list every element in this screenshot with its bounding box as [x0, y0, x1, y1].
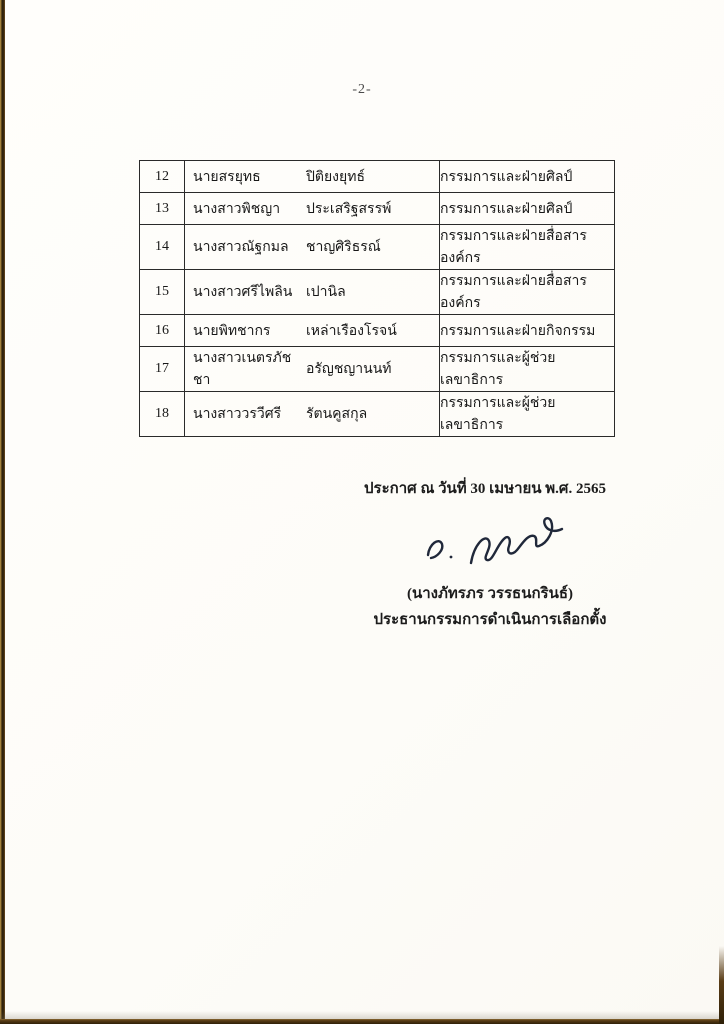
last-name: เปานิล — [306, 285, 346, 300]
table-row — [140, 347, 615, 392]
row-role: กรรมการและฝ่ายสื่อสารองค์กร — [440, 270, 615, 315]
row-number: 17 — [140, 347, 185, 392]
last-name: เหล่าเรืองโรจน์ — [306, 323, 397, 339]
row-name-cell — [185, 161, 440, 193]
table-row — [140, 392, 615, 437]
row-name-cell — [185, 225, 440, 270]
first-name: นายพิทชากร — [193, 323, 271, 339]
signer-name: (นางภัทรภร วรรธนกรินธ์) — [406, 586, 573, 602]
table-row — [140, 225, 615, 270]
row-number: 18 — [140, 392, 185, 437]
table-row — [140, 315, 615, 347]
first-name: นางสาวศรีไพลิน — [193, 285, 293, 300]
table-row — [140, 270, 615, 315]
table-row — [140, 161, 615, 193]
first-name: นางสาววรวีศรี — [193, 407, 282, 422]
row-name-cell — [185, 315, 440, 347]
last-name: อรัญชญานนท์ — [306, 362, 392, 377]
row-name-cell — [185, 270, 440, 315]
row-number: 13 — [140, 193, 185, 225]
last-name: ปิติยงยุทธ์ — [306, 169, 365, 185]
last-name: ประเสริฐสรรพ์ — [306, 201, 392, 217]
scan-edge-right — [719, 946, 724, 1024]
handwritten-signature — [416, 511, 576, 577]
announcement-date-line: ประกาศ ณ วันที่ 30 เมษายน พ.ศ. 2565 — [364, 481, 606, 497]
row-role: กรรมการและฝ่ายศิลป์ — [440, 161, 615, 193]
row-name-cell — [185, 392, 440, 437]
committee-roster-table — [139, 160, 615, 437]
row-role: กรรมการและฝ่ายสื่อสารองค์กร — [440, 225, 615, 270]
row-role: กรรมการและฝ่ายศิลป์ — [440, 193, 615, 225]
page-number: -2- — [352, 82, 372, 97]
last-name: รัตนคูสกุล — [306, 407, 368, 422]
row-role: กรรมการและผู้ช่วยเลขาธิการ — [440, 347, 615, 392]
last-name: ชาญศิริธรณ์ — [306, 240, 381, 255]
row-name-cell — [185, 193, 440, 225]
first-name: นางสาวณัฐกมล — [193, 240, 289, 255]
row-name-cell — [185, 347, 440, 392]
row-number: 14 — [140, 225, 185, 270]
first-name: นางสาวเนตรภัชชา — [193, 351, 292, 388]
first-name: นางสาวพิชญา — [193, 201, 281, 217]
row-number: 12 — [140, 161, 185, 193]
table-row — [140, 193, 615, 225]
first-name: นายสรยุทธ — [193, 169, 261, 185]
signer-title: ประธานกรรมการดำเนินการเลือกตั้ง — [373, 612, 607, 628]
row-number: 16 — [140, 315, 185, 347]
row-role: กรรมการและผู้ช่วยเลขาธิการ — [440, 392, 615, 437]
scan-edge-bottom-shadow — [0, 1011, 724, 1019]
row-role: กรรมการและฝ่ายกิจกรรม — [440, 315, 615, 347]
scan-edge-bottom — [0, 1019, 724, 1024]
row-number: 15 — [140, 270, 185, 315]
scan-edge-left — [0, 0, 5, 1024]
